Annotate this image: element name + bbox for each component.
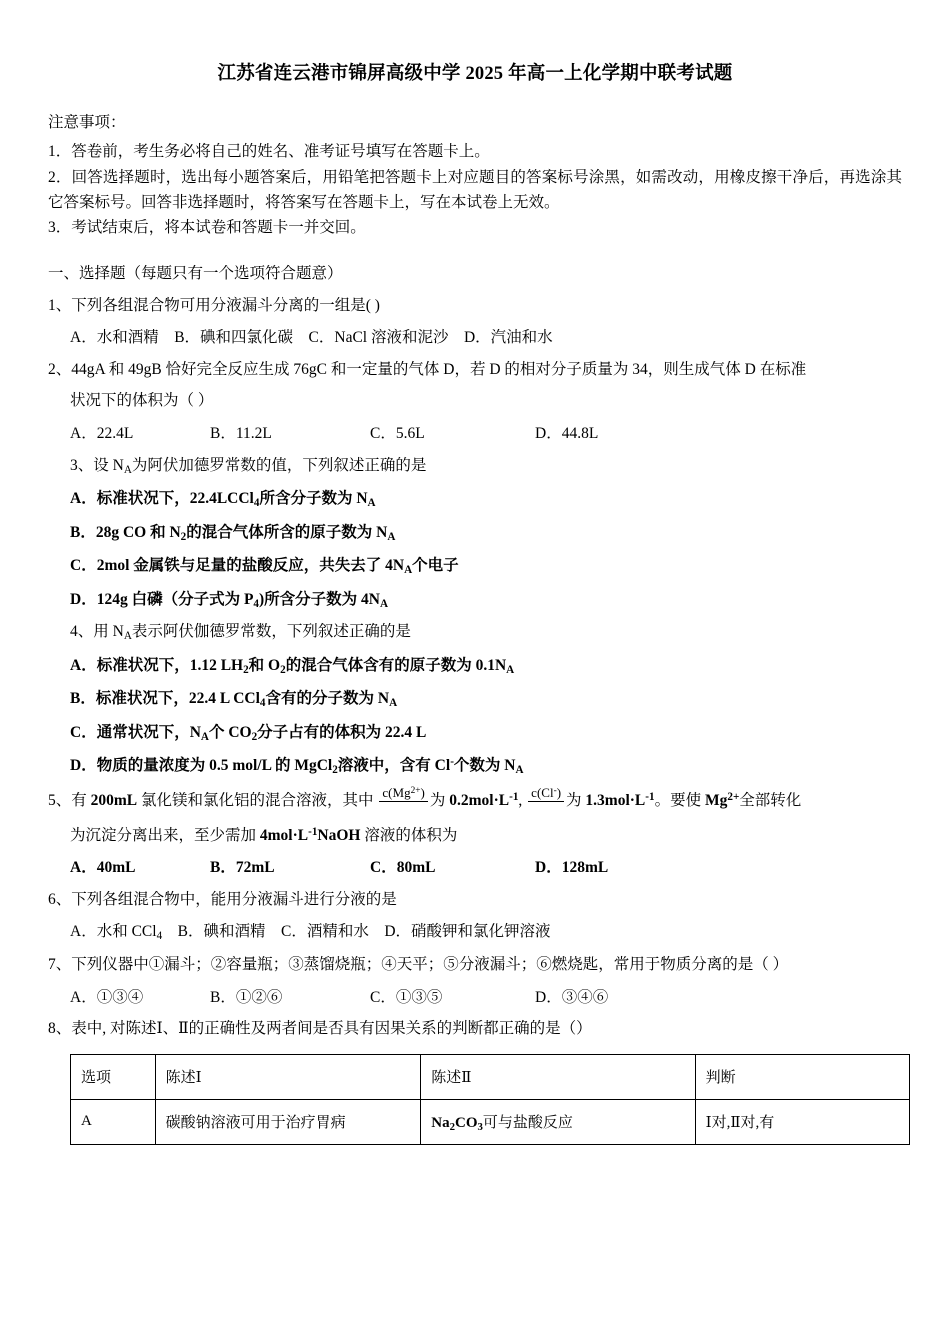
table-row (71, 1099, 910, 1144)
question-2-option-b: B．11.2L (210, 424, 272, 442)
page-title: 江苏省连云港市锦屏高级中学 2025 年高一上化学期中联考试题 (217, 64, 733, 84)
question-4-option-d: D．物质的量浓度为 0.5 mol/L 的 MgCl$_2$溶液中，含有 Cl-个数为 $N_A$ (70, 756, 524, 777)
question-7-options (48, 985, 902, 1011)
question-2-options (48, 421, 902, 447)
table-cell-statement2: $Na_2CO_3$可与盐酸反应 (421, 1099, 695, 1144)
table-cell-judgement: Ⅰ对,Ⅱ对,有 (695, 1099, 909, 1144)
question-5-option-d: D．128mL (535, 859, 609, 877)
question-1-options: A．水和酒精 B．碘和四氯化碳 C．NaCl 溶液和泥沙 D．汽油和水 (70, 329, 553, 347)
table-header-judgement: 判断 (695, 1054, 909, 1099)
notice-line-1: 1．答卷前，考生务必将自己的姓名、准考证号填写在答题卡上。 (48, 143, 490, 161)
question-2-stem-cont: 状况下的体积为（ ） (70, 392, 214, 410)
table-cell-option: A (71, 1099, 156, 1144)
question-4-option-a: A．标准状况下，1.12 $LH_2$和 $O_2$的混合气体含有的原子数为 $0.1N_A$ (70, 656, 515, 676)
question-5-stem-cont: 为沉淀分离出来，至少需加 $4mol\cdot L^{-1}NaOH$ 溶液的体积为 (70, 825, 458, 844)
table-header-row (71, 1054, 910, 1099)
table-header-statement1: 陈述Ⅰ (155, 1054, 421, 1099)
question-7-option-d: D．③④⑥ (535, 988, 609, 1006)
question-3-option-a: A．标准状况下，22.4LCCl$_4$所含分子数为 $N_A$ (70, 490, 376, 510)
question-5-options (48, 855, 902, 881)
notice-heading: 注意事项： (48, 113, 126, 131)
question-4-option-b: B．标准状况下，22.4 L CCl$_4$含有的分子数为 $N_A$ (70, 690, 398, 710)
question-6-stem: 6、下列各组混合物中，能用分液漏斗进行分液的是 (48, 890, 397, 908)
question-4-stem: 4、用 $N_A$表示阿伏伽德罗常数，下列叙述正确的是 (70, 623, 411, 643)
question-3-option-c: C．2mol 金属铁与足量的盐酸反应，共失去了 $4N_A$个电子 (70, 557, 459, 577)
question-1-stem: 1、下列各组混合物可用分液漏斗分离的一组是( ) (48, 296, 380, 314)
question-5-option-b: B．72mL (210, 859, 275, 877)
question-5-option-a: A．40mL (70, 859, 136, 877)
table-cell-statement1: 碳酸钠溶液可用于治疗胃病 (155, 1099, 421, 1144)
question-5-stem: 5、有 200mL 氯化镁和氯化铝的混合溶液，其中 $c(Mg^{2+})$ 为 $0.2mol\cdot L^{-1}$, c(Cl-) 为 $1.3mol\cdot L^{-1}$。要使 $Mg^{2+}$全部转化 (48, 786, 902, 817)
question-8-stem: 8、表中, 对陈述Ⅰ、Ⅱ的正确性及两者间是否具有因果关系的判断都正确的是（） (48, 1020, 592, 1038)
question-2-option-a: A．22.4L (70, 424, 134, 442)
question-5-option-c: C．80mL (370, 859, 436, 877)
question-7-option-b: B．①②⑥ (210, 988, 283, 1006)
notice-line-3: 3．考试结束后，将本试卷和答题卡一并交回。 (48, 218, 366, 236)
section-heading: 一、选择题（每题只有一个选项符合题意） (48, 264, 343, 282)
question-3-stem: 3、设 $N_A$为阿伏加德罗常数的值，下列叙述正确的是 (70, 456, 427, 476)
table-header-statement2: 陈述Ⅱ (421, 1054, 695, 1099)
statement-table (70, 1054, 910, 1145)
notice-line-2: 2．回答选择题时，选出每小题答案后，用铅笔把答题卡上对应题目的答案标号涂黑，如需改动，用橡皮擦干净后，再选涂其它答案标号。回答非选择题时，将答案写在答题卡上，写在本试卷上无效。 (48, 168, 902, 211)
question-3-option-d: D．124g 白磷（分子式为 $P_4$)所含分子数为 $4N_A$ (70, 590, 389, 610)
question-2-stem: 2、44gA 和 49gB 恰好完全反应生成 76gC 和一定量的气体 D，若 D 的相对分子质量为 34，则生成气体 D 在标准 (48, 360, 807, 378)
question-7-stem: 7、下列仪器中①漏斗；②容量瓶；③蒸馏烧瓶；④天平；⑤分液漏斗；⑥燃烧匙，常用于物质分离的是（ ） (48, 955, 789, 973)
question-2-option-d: D．44.8L (535, 424, 599, 442)
question-7-option-c: C．①③⑤ (370, 988, 443, 1006)
table-header-option: 选项 (71, 1054, 156, 1099)
question-3-option-b: B．28g CO 和 $N_2$的混合气体所含的原子数为 $N_A$ (70, 523, 396, 543)
question-4-option-c: C．通常状况下，$N_A$个 $CO_2$分子占有的体积为 22.4 L (70, 723, 427, 743)
question-2-option-c: C．5.6L (370, 424, 425, 442)
question-7-option-a: A．①③④ (70, 988, 144, 1006)
question-6-options: A．水和 CCl$_4$ B．碘和酒精 C．酒精和水 D．硝酸钾和氯化钾溶液 (70, 923, 551, 943)
